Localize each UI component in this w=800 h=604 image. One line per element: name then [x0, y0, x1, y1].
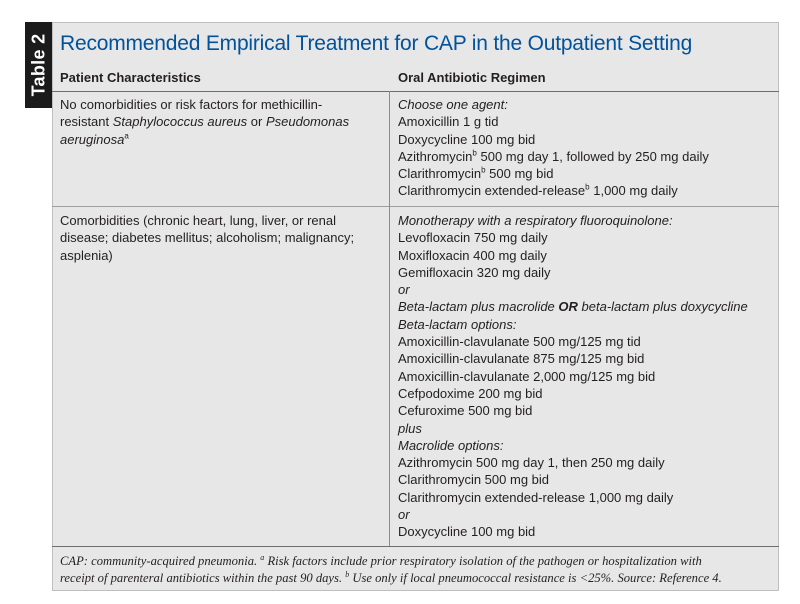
footnote-marker: b: [472, 148, 477, 158]
regimen-line: [398, 182, 773, 199]
column-divider: [389, 91, 390, 546]
footnote-line: [60, 570, 770, 587]
regimen-heading: Choose one agent:: [398, 97, 508, 112]
table-footnote: [60, 553, 770, 587]
regimen-line: Gemifloxacin 320 mg daily: [398, 264, 551, 280]
regimen-line: Amoxicillin 1 g tid: [398, 114, 499, 130]
row1-regimen-cell: [398, 96, 773, 200]
row2-patient-line: disease; diabetes mellitus; alcoholism; malignancy;: [60, 230, 355, 246]
footnote-marker: b: [585, 183, 590, 193]
regimen-connector: plus: [398, 420, 422, 436]
text-segment: Risk factors include prior respiratory isolation of the pathogen or hospitalization with: [264, 554, 702, 568]
regimen-heading: Beta-lactam options:: [398, 316, 517, 332]
regimen-line: Amoxicillin-clavulanate 875 mg/125 mg bid: [398, 351, 645, 367]
footnote-marker: a: [260, 552, 265, 562]
row2-regimen-cell: [398, 212, 773, 541]
row2-patient-cell: [60, 212, 380, 264]
table-title: Recommended Empirical Treatment for CAP in the Outpatient Setting: [60, 32, 693, 55]
row1-patient-cell: [60, 96, 380, 148]
row1-patient-line: No comorbidities or risk factors for methicillin-: [60, 97, 323, 112]
row-divider: [52, 206, 779, 207]
text-segment-bold: OR: [558, 299, 578, 315]
footnote-marker: a: [124, 131, 129, 141]
footnote-line: [60, 553, 770, 570]
regimen-line: Levofloxacin 750 mg daily: [398, 230, 548, 246]
dose-text: 1,000 mg daily: [589, 183, 678, 199]
drug-name: Clarithromycin extended-release: [398, 183, 586, 199]
regimen-line: Doxycycline 100 mg bid: [398, 524, 536, 540]
regimen-line: Cefpodoxime 200 mg bid: [398, 385, 543, 401]
regimen-line: Clarithromycin 500 mg bid: [398, 472, 550, 488]
text-segment: CAP: community-acquired pneumonia.: [60, 554, 261, 568]
regimen-line: [398, 148, 773, 165]
regimen-heading: [398, 298, 773, 315]
organism-name: Pseudomonas: [265, 114, 350, 130]
regimen-line: Clarithromycin extended-release 1,000 mg daily: [398, 489, 674, 505]
regimen-connector: or: [398, 507, 410, 523]
regimen-line: Cefuroxime 500 mg bid: [398, 403, 533, 419]
regimen-line: [398, 165, 773, 182]
dose-text: 500 mg day 1, followed by 250 mg daily: [476, 148, 709, 164]
drug-name: Azithromycin: [398, 148, 473, 164]
text-segment: resistant: [60, 114, 113, 130]
organism-name: Staphylococcus aureus: [112, 114, 248, 130]
header-oral-antibiotic-regimen: Oral Antibiotic Regimen: [398, 70, 546, 85]
regimen-line: Doxycycline 100 mg bid: [398, 131, 536, 147]
regimen-line: Amoxicillin-clavulanate 500 mg/125 mg tid: [398, 334, 641, 350]
text-segment: or: [247, 114, 266, 130]
table-label: Table 2: [28, 33, 48, 97]
regimen-heading: Monotherapy with a respiratory fluoroquinolone:: [398, 213, 673, 228]
row1-patient-line: [60, 113, 380, 130]
row2-patient-line: Comorbidities (chronic heart, lung, liver, or renal: [60, 213, 337, 228]
table-label-tab: [25, 22, 52, 108]
row2-patient-line: asplenia): [60, 247, 113, 263]
text-segment: Beta-lactam plus macrolide: [398, 299, 559, 315]
organism-name: aeruginosa: [60, 131, 125, 147]
text-segment: receipt of parenteral antibiotics within the past 90 days.: [60, 571, 346, 585]
regimen-line: Amoxicillin-clavulanate 2,000 mg/125 mg bid: [398, 368, 656, 384]
regimen-heading: Macrolide options:: [398, 437, 504, 453]
row1-patient-line: [60, 131, 380, 148]
text-segment: Use only if local pneumococcal resistance is <25%. Source: Reference 4.: [349, 571, 722, 585]
footnote-marker: b: [481, 165, 486, 175]
header-patient-characteristics: Patient Characteristics: [60, 70, 201, 85]
drug-name: Clarithromycin: [398, 166, 482, 182]
regimen-line: Azithromycin 500 mg day 1, then 250 mg daily: [398, 455, 665, 471]
header-divider: [52, 91, 779, 92]
footer-divider: [52, 546, 779, 547]
dose-text: 500 mg bid: [485, 166, 554, 182]
text-segment: beta-lactam plus doxycycline: [577, 299, 748, 315]
regimen-connector: or: [398, 282, 410, 298]
regimen-line: Moxifloxacin 400 mg daily: [398, 247, 547, 263]
footnote-marker: b: [345, 569, 350, 579]
